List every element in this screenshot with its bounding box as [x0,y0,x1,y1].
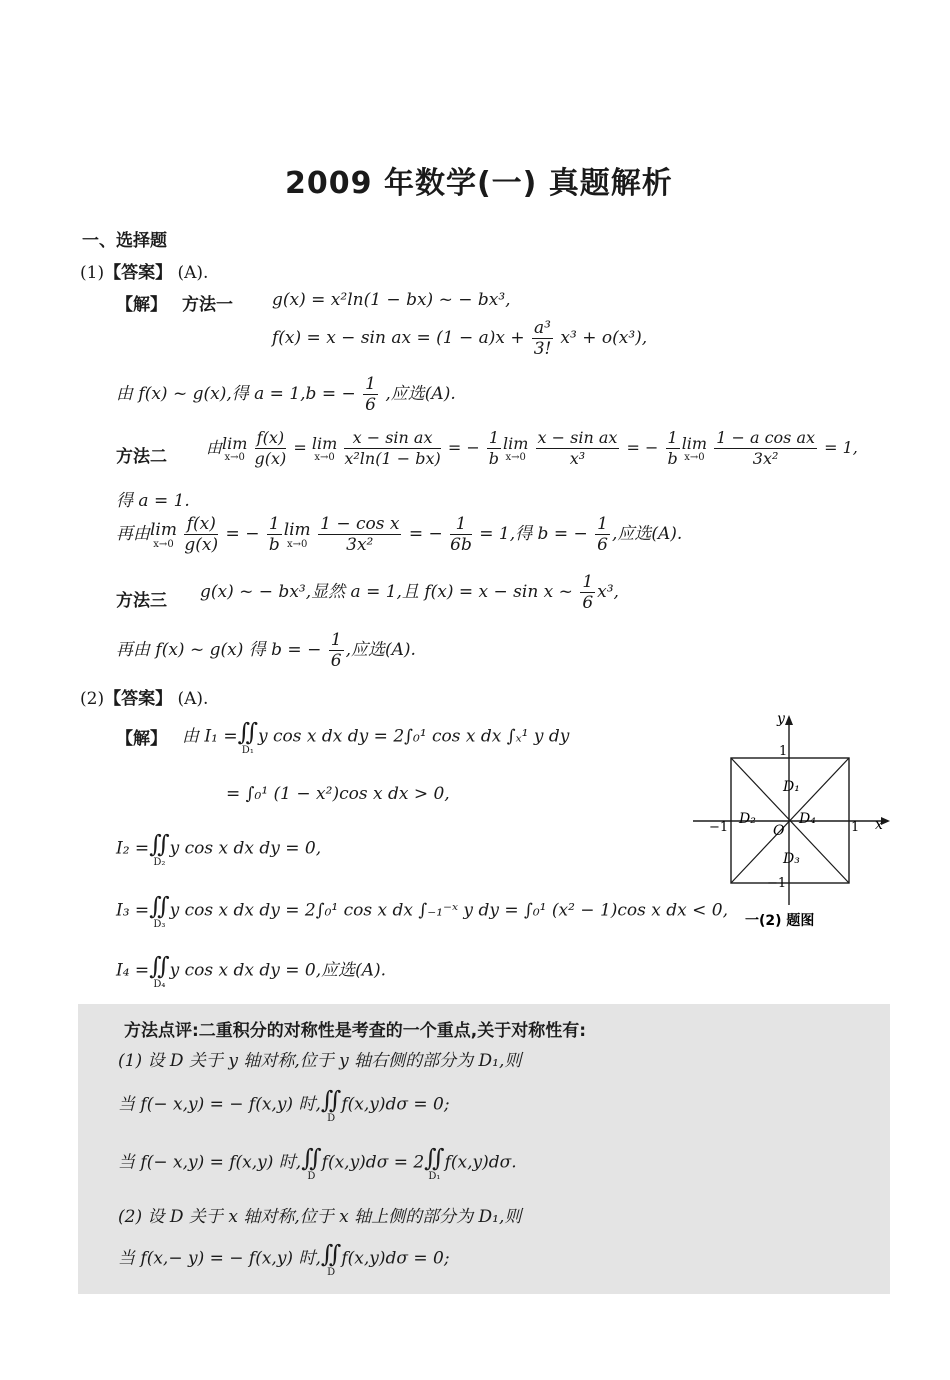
sub-region: D₄ [153,979,166,990]
q2-jie-tag: 【解】 [116,729,167,749]
m2b-zai: 再由 [116,524,150,544]
q2-l1-b: y cos x dx dy = 2∫₀¹ cos x dx ∫ₓ¹ y dy [258,726,570,747]
m2-end: = 1, [824,438,858,457]
frac-num: 1 [268,514,280,534]
q2-answer-tag: 【答案】 [104,689,173,709]
m2b-frac-5 [595,514,610,555]
lim-text: lim [681,434,708,453]
origin-label: O [773,823,785,839]
lim-sub: x→0 [224,452,245,463]
double-integral: ∬ D₂ [149,830,170,868]
lim-sub: x→0 [286,538,308,550]
frac-num: 1 [330,630,342,650]
m2-frac-2 [344,428,440,469]
q2-l4-a: I₃ = [116,900,150,921]
q2-header [80,684,208,709]
frac-den: 6 [365,395,376,415]
frac-den: 6 [582,593,594,613]
m2b-frac-1 [184,514,218,555]
q1-m1-line2 [272,318,647,359]
x-label: x [875,817,883,833]
note-p2: (2) 设 D 关于 x 轴对称,位于 x 轴上侧的部分为 D₁,则 [118,1207,522,1227]
sub-region: D [307,1171,316,1182]
m2b-lim-2 [284,520,311,550]
frac-den: b [488,449,500,468]
note-p1-c1-a: 当 f(− x,y) = − f(x,y) 时, [118,1094,321,1115]
q1-header [80,258,208,283]
m2-frac-6 [714,428,817,469]
q2-l3-a: I₂ = [116,838,150,859]
sub-region: D [327,1113,336,1124]
frac-den: x³ [569,449,586,468]
q2-line1 [182,718,569,756]
frac-den: b [667,449,678,468]
q2-l5-b: y cos x dx dy = 0,应选(A). [169,960,387,981]
q1-m2-result: 得 a = 1. [116,491,190,511]
q2-answer: (A). [177,689,209,709]
frac-num: 1 − cos x [320,514,400,534]
frac-den: x²ln(1 − bx) [344,449,441,468]
q1-number: (1) [80,263,105,283]
m2-lim-4 [682,434,707,463]
q1-m3-line2 [116,630,416,671]
q1-m1-line1: g(x) = x²ln(1 − bx) ~ − bx³, [272,290,511,310]
m3-line1-b: x³, [597,582,619,602]
region-d3: D₃ [783,851,800,867]
frac-num: 1 [597,514,608,534]
double-integral: ∬ D₃ [149,892,170,930]
sub-region: D [327,1267,336,1278]
frac-den: 6 [330,651,342,671]
m2b-minus-2: = − [408,524,443,544]
q1-m1-line3-a: 由 f(x) ~ g(x),得 a = 1,b = − [116,384,356,404]
note-p1: (1) 设 D 关于 y 轴对称,位于 y 轴右侧的部分为 D₁,则 [118,1051,522,1071]
q2-figure [693,705,903,935]
double-integral: ∬ D₁ [237,718,259,756]
double-integral: ∬ D₄ [149,952,170,990]
frac-num: 1 − a cos ax [716,428,816,447]
q1-m1-line2-frac [532,318,553,359]
frac-den: g(x) [254,449,287,468]
lim-text: lim [311,434,338,453]
frac-den: g(x) [184,535,219,555]
q1-method3-label: 方法三 [116,591,167,611]
m2b-lim-1 [150,520,177,550]
section-heading: 一、选择题 [82,231,167,251]
m2b-frac-3 [318,514,401,555]
frac-den: 6b [450,535,472,555]
sub-region: D₂ [153,857,166,868]
lim-text: lim [503,434,529,453]
note-heading: 方法点评:二重积分的对称性是考查的一个重点,关于对称性有: [124,1021,587,1041]
note-p1-c2 [118,1144,517,1182]
frac-den: 3x² [752,449,779,468]
m2b-frac-4 [450,514,472,555]
q2-l5-a: I₄ = [116,960,150,981]
lim-text: lim [222,434,248,453]
q2-l3-b: y cos x dx dy = 0, [169,838,322,859]
q2-line4 [116,892,728,930]
frac-num: 1 [488,428,500,447]
note-p1-c2-c: f(x,y)dσ. [444,1152,517,1173]
lim-text: lim [283,519,311,540]
q1-jie-tag: 【解】 [116,295,167,315]
q1-method1-label: 方法一 [182,295,233,315]
tick-x-neg: −1 [709,820,729,835]
lim-sub: x→0 [153,538,174,550]
q2-line2: = ∫₀¹ (1 − x²)cos x dx > 0, [226,784,450,804]
frac-num: 1 [365,374,376,394]
q2-number: (2) [80,689,105,709]
y-label: y [777,711,785,727]
m2b-minus: = − [225,524,260,544]
lim-sub: x→0 [505,452,526,463]
region-d1: D₁ [783,779,800,795]
double-integral: ∬ D [320,1240,342,1278]
q1-m1-line3-b: ,应选(A). [385,384,456,404]
figure-svg [693,705,903,935]
m2-lim-2 [312,434,337,463]
m2b-end: = 1,得 b = − [479,524,588,544]
region-d2: D₂ [739,811,756,827]
double-integral: ∬ D [320,1086,342,1124]
q1-m2b-line [116,514,682,555]
q1-method2-label: 方法二 [116,447,167,467]
note-p1-c2-b: f(x,y)dσ = 2 [321,1152,425,1173]
q1-m1-line2-b: x³ + o(x³), [560,328,648,348]
frac-num: x − sin ax [344,428,440,449]
q1-answer-tag: 【答案】 [104,263,173,283]
q1-m1-line3 [116,374,456,415]
note-p1-c1-b: f(x,y)dσ = 0; [341,1094,450,1115]
sub-region: D₃ [153,919,166,930]
m2b-frac-2 [267,514,282,555]
page-title: 2009 年数学(一) 真题解析 [285,166,673,201]
m2b-tail: ,应选(A). [611,524,683,544]
sub-region: D₁ [428,1171,441,1182]
frac-num: f(x) [255,428,287,449]
double-integral: ∬ D₁ [424,1144,445,1182]
frac-den: 3! [533,339,552,359]
frac-num: f(x) [184,514,218,535]
tick-y-neg: −1 [767,876,787,891]
figure-caption: 一(2) 题图 [745,913,815,929]
note-p2-c1-a: 当 f(x,− y) = − f(x,y) 时, [118,1248,321,1269]
m2-lim-1 [222,434,247,463]
q2-l1-a: 由 I₁ = [182,726,238,747]
q1-m1-line3-frac [363,374,378,415]
q1-answer: (A). [177,263,209,283]
note-p2-c1-b: f(x,y)dσ = 0; [341,1248,450,1269]
frac-den: 6 [597,535,608,555]
frac-num: 1 [582,572,594,592]
double-integral: ∬ D [301,1144,322,1182]
m2-you: 由 [206,438,223,457]
m2-minus-2: = − [626,438,659,457]
frac-den: 3x² [346,535,374,555]
note-p1-c2-a: 当 f(− x,y) = f(x,y) 时, [118,1152,302,1173]
m3-line1-a: g(x) ~ − bx³,显然 a = 1,且 f(x) = x − sin x ~ [200,582,573,602]
m3-line2-a: 再由 f(x) ~ g(x) 得 b = − [116,640,322,660]
m2-frac-5 [666,428,680,469]
m2-frac-1 [255,428,287,469]
q2-line3 [116,830,321,868]
m3-line2-frac [329,630,344,671]
q1-m3-line1 [200,572,619,613]
note-p2-c1 [118,1240,450,1278]
m2-frac-3 [487,428,501,469]
lim-text: lim [150,519,177,540]
q1-m1-line2-a: f(x) = x − sin ax = (1 − a)x + [272,328,525,348]
m2-eq: = [293,438,307,457]
q1-m2-line [206,428,858,469]
frac-num: a³ [534,318,551,338]
tick-x-pos: 1 [851,820,860,835]
frac-num: 1 [667,428,678,447]
m2-minus: = − [447,438,480,457]
q2-l4-b: y cos x dx dy = 2∫₀¹ cos x dx ∫₋₁⁻ˣ y dy = ∫₀¹ (x² − 1)cos x dx < 0, [169,900,729,921]
lim-sub: x→0 [314,452,335,463]
tick-y-pos: 1 [779,744,788,759]
frac-num: 1 [450,514,472,535]
frac-den: b [268,535,280,555]
lim-sub: x→0 [684,452,705,463]
m3-frac [580,572,595,613]
frac-num: x − sin ax [537,428,618,447]
region-d4: D₄ [799,811,816,827]
m2-lim-3 [503,434,528,463]
m2-frac-4 [536,428,620,469]
m3-line2-b: ,应选(A). [345,640,416,660]
q2-line5 [116,952,386,990]
y-arrow-icon [785,715,793,725]
note-p1-c1 [118,1086,450,1124]
sub-region: D₁ [241,745,254,756]
